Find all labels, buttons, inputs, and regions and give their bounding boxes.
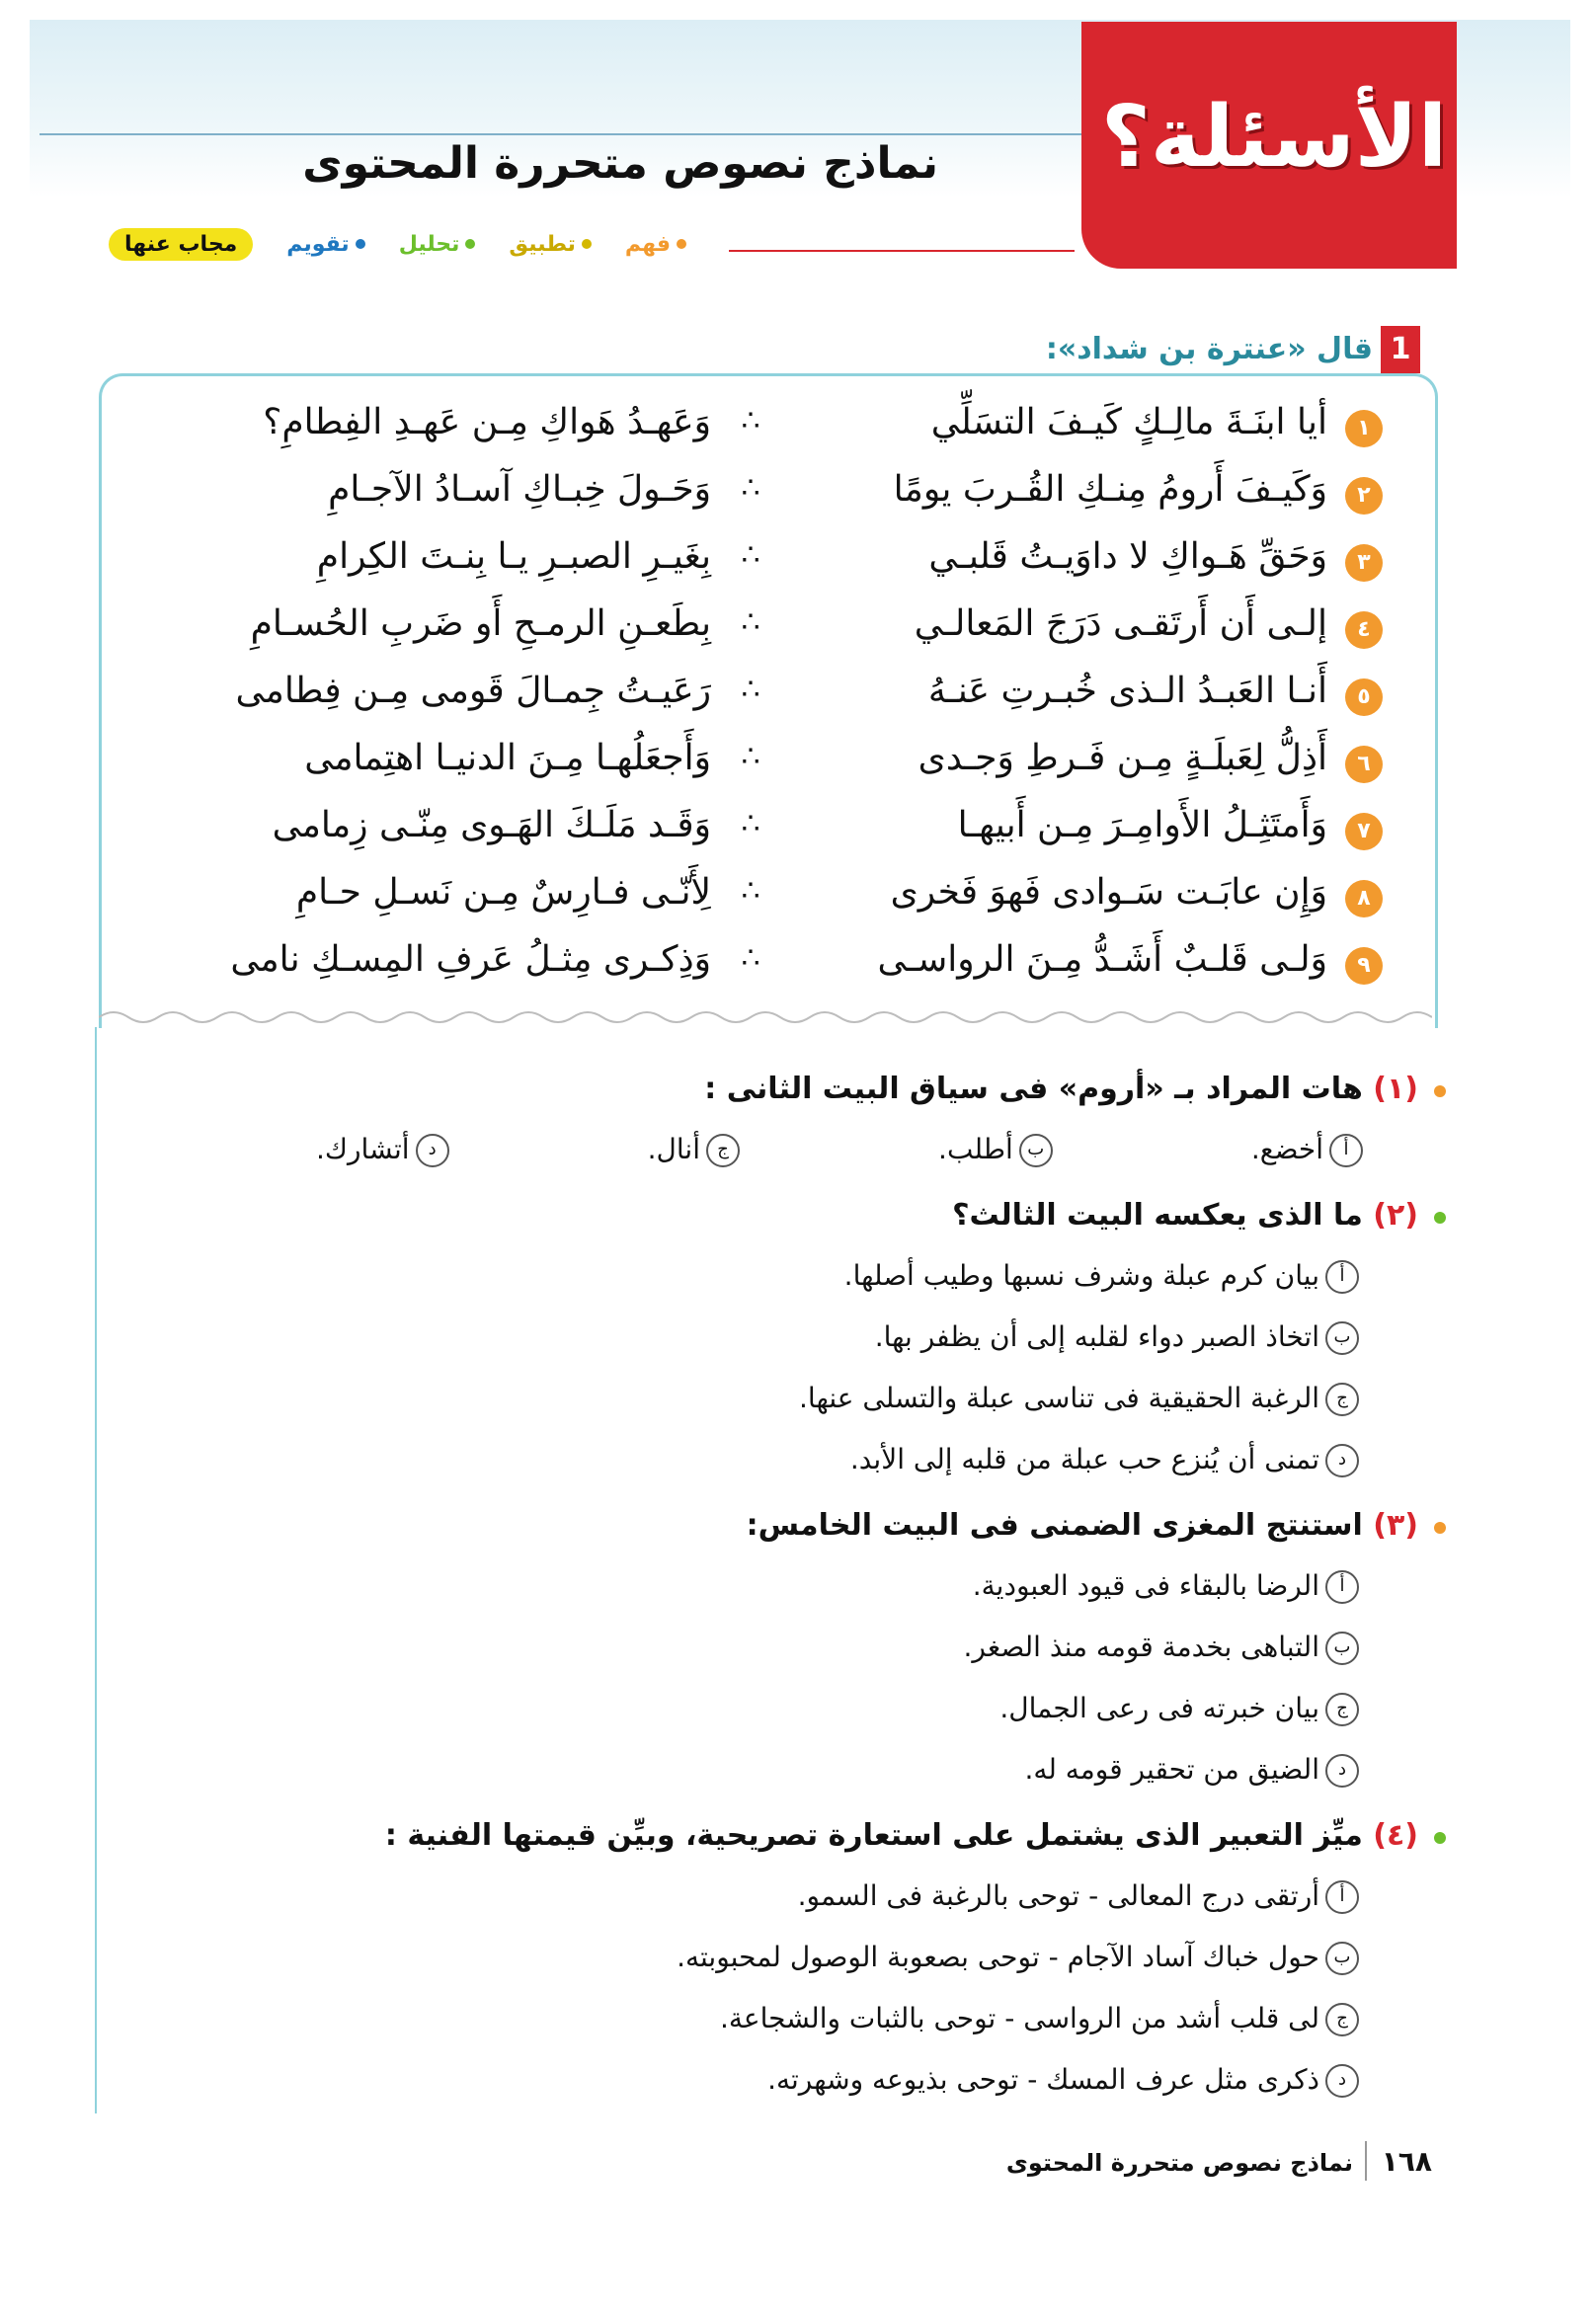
- question-bullet-icon: [1434, 1832, 1446, 1844]
- verse-number: ٣: [1345, 544, 1383, 582]
- option-letter-icon: ب: [1325, 1632, 1359, 1665]
- verse-second-hemistich: وَذِكـرى مِثـلُ عَرفِ المِسـكِ نامى: [230, 939, 711, 980]
- question-number: (٤): [1373, 1818, 1418, 1853]
- answer-option[interactable]: [273, 1443, 1359, 1477]
- option-text: بيان خبرته فى رعى الجمال.: [999, 1692, 1319, 1724]
- answer-option[interactable]: [273, 1382, 1359, 1416]
- question-prompt: ما الذى يعكسه البيت الثالث؟: [952, 1198, 1363, 1233]
- option-letter-icon: أ: [1329, 1134, 1363, 1167]
- verse-first-hemistich: وَإِن عابَـت سَـوادى فَهوَ فَخرى: [890, 872, 1327, 913]
- answer-option[interactable]: [273, 1259, 1359, 1294]
- answer-option[interactable]: [938, 1133, 1053, 1167]
- answer-option[interactable]: [273, 1753, 1359, 1788]
- verse-separator: ∴: [741, 605, 760, 640]
- options-row: [316, 1133, 1363, 1167]
- poem-verse: [138, 534, 1402, 594]
- option-text: أرتقى درج المعالى - توحى بالرغبة فى السمو.: [797, 1879, 1319, 1912]
- verse-separator: ∴: [741, 538, 760, 573]
- option-letter-icon: أ: [1325, 1570, 1359, 1604]
- verse-number: ٨: [1345, 880, 1383, 917]
- question-number: (٣): [1373, 1508, 1418, 1543]
- option-text: أتشارك.: [316, 1133, 410, 1165]
- option-text: الرغبة الحقيقية فى تناسى عبلة والتسلى عنها.: [799, 1382, 1319, 1414]
- option-text: اتخاذ الصبر دواء لقلبه إلى أن يظفر بها.: [874, 1320, 1319, 1353]
- option-text: ذكرى مثل عرف المسك - توحى بذيوعه وشهرته.: [767, 2063, 1319, 2096]
- verse-first-hemistich: أَذِلُّ لِعَبلَـةٍ مِـن فَـرطِ وَجـدى: [918, 738, 1327, 778]
- legend-dot-icon: [465, 239, 475, 249]
- answer-option[interactable]: [1251, 1133, 1363, 1167]
- margin-rule: [95, 1027, 97, 2113]
- verse-separator: ∴: [741, 874, 760, 909]
- option-letter-icon: ج: [1325, 1383, 1359, 1416]
- poem-verse: [138, 400, 1402, 459]
- poem-verse: [138, 736, 1402, 795]
- question-text: [184, 1198, 1418, 1233]
- option-letter-icon: ب: [1325, 1942, 1359, 1975]
- answer-option[interactable]: [273, 2063, 1359, 2098]
- verse-separator: ∴: [741, 471, 760, 506]
- answer-option[interactable]: [273, 1692, 1359, 1726]
- option-letter-icon: د: [1325, 1754, 1359, 1788]
- page-subtitle: نماذج نصوص متحررة المحتوى: [302, 138, 938, 189]
- question-text: [184, 1508, 1418, 1543]
- skill-legend: [109, 224, 686, 264]
- verse-number: ٦: [1345, 746, 1383, 783]
- footer-divider: [1365, 2141, 1367, 2181]
- legend-divider: [729, 250, 1075, 252]
- question-text: [184, 1818, 1418, 1853]
- option-text: تمنى أن يُنزع حب عبلة من قلبه إلى الأبد.: [849, 1443, 1319, 1475]
- question-intro: قال «عنترة بن شداد»:: [1045, 332, 1373, 366]
- verse-number: ٤: [1345, 611, 1383, 649]
- option-letter-icon: ج: [706, 1134, 740, 1167]
- footer-title: نماذج نصوص متحررة المحتوى: [1005, 2149, 1353, 2177]
- verse-first-hemistich: أيا ابنَـةَ مالِـكٍ كَيـفَ التسَلِّي: [930, 402, 1327, 442]
- verse-separator: ∴: [741, 673, 760, 707]
- verse-second-hemistich: بِطَعـنِ الرمـحِ أَو ضَربِ الحُسـامِ: [250, 603, 711, 644]
- verse-number: ٩: [1345, 947, 1383, 985]
- option-text: لى قلب أشد من الرواسى - توحى بالثبات والشجاعة.: [719, 2002, 1319, 2034]
- question-number: 1: [1381, 326, 1420, 373]
- answer-option[interactable]: [273, 1569, 1359, 1604]
- verse-first-hemistich: وَحَقِّ هَـواكِ لا داوَيـتُ قَلبـي: [928, 536, 1327, 577]
- verse-separator: ∴: [741, 740, 760, 774]
- poem-verse: [138, 870, 1402, 929]
- option-letter-icon: ج: [1325, 1693, 1359, 1726]
- verse-number: ٧: [1345, 813, 1383, 850]
- verse-first-hemistich: وَكَيـفَ أَرومُ مِنـكِ القُـربَ يومًا: [893, 469, 1327, 510]
- answer-option[interactable]: [316, 1133, 449, 1167]
- option-letter-icon: د: [416, 1134, 449, 1167]
- option-text: أطلب.: [938, 1133, 1013, 1165]
- answer-option[interactable]: [273, 1320, 1359, 1355]
- poem-verse: [138, 937, 1402, 996]
- verse-first-hemistich: أَنـا العَبـدُ الـذى خُبـرتِ عَنـهُ: [927, 671, 1327, 711]
- page-number: ١٦٨: [1381, 2145, 1432, 2178]
- legend-item-evaluate: تقويم: [286, 232, 364, 257]
- verse-separator: ∴: [741, 807, 760, 841]
- question-prompt: استنتج المغزى الضمنى فى البيت الخامس:: [746, 1508, 1363, 1543]
- option-letter-icon: أ: [1325, 1260, 1359, 1294]
- poem-verse: [138, 803, 1402, 862]
- verse-first-hemistich: وَلـى قَلـبٌ أَشَـدُّ مِـنَ الرواسـى: [877, 939, 1327, 980]
- verse-second-hemistich: وَقَـد مَلَـكَ الهَـوى مِنّـى زِمامى: [272, 805, 711, 845]
- option-letter-icon: د: [1325, 1444, 1359, 1477]
- verse-second-hemistich: وَأَجعَلُهـا مِـنَ الدنيـا اهتِمامى: [304, 738, 711, 778]
- answer-option[interactable]: [273, 1941, 1359, 1975]
- verse-second-hemistich: لِأَنّـى فـارِسٌ مِـن نَسـلِ حـامِ: [295, 872, 711, 913]
- wavy-divider: [99, 1005, 1432, 1029]
- question-number: (٢): [1373, 1198, 1418, 1233]
- legend-dot-icon: [582, 239, 592, 249]
- option-letter-icon: د: [1325, 2064, 1359, 2098]
- option-text: أخضع.: [1250, 1133, 1323, 1165]
- option-text: حول خباك آساد الآجام - توحى بصعوبة الوصول لمحبوبته.: [677, 1941, 1319, 1973]
- page-title: الأسئلة؟: [1100, 88, 1448, 187]
- verse-second-hemistich: رَعَيـتُ جِمـالَ قَومى مِـن فِطامى: [235, 671, 711, 711]
- answer-option[interactable]: [273, 1631, 1359, 1665]
- verse-number: ١: [1345, 410, 1383, 447]
- option-text: الضيق من تحقير قومه له.: [1024, 1753, 1319, 1786]
- option-text: الرضا بالبقاء فى قيود العبودية.: [972, 1569, 1319, 1602]
- question-bullet-icon: [1434, 1085, 1446, 1097]
- verse-first-hemistich: وَأَمتَثِـلُ الأَوامِـرَ مِـن أَبيهـا: [957, 805, 1327, 845]
- question-prompt: هات المراد بـ «أروم» فى سياق البيت الثانى :: [704, 1072, 1363, 1106]
- verse-number: ٢: [1345, 477, 1383, 515]
- option-text: التباهى بخدمة قومه منذ الصغر.: [963, 1631, 1319, 1663]
- header-divider: [40, 133, 1086, 135]
- question-prompt: ميِّز التعبير الذى يشتمل على استعارة تصريحية، وبيِّن قيمتها الفنية :: [384, 1818, 1363, 1853]
- option-letter-icon: أ: [1325, 1880, 1359, 1914]
- verse-second-hemistich: بِغَيـرِ الصبـرِ يـا بِنـتَ الكِرامِ: [316, 536, 711, 577]
- answer-option[interactable]: [648, 1133, 740, 1167]
- option-letter-icon: ب: [1019, 1134, 1053, 1167]
- legend-dot-icon: [356, 239, 365, 249]
- poem-verse: [138, 601, 1402, 661]
- option-text: بيان كرم عبلة وشرف نسبها وطيب أصلها.: [843, 1259, 1319, 1292]
- question-bullet-icon: [1434, 1522, 1446, 1534]
- option-letter-icon: ب: [1325, 1321, 1359, 1355]
- verse-number: ٥: [1345, 678, 1383, 716]
- option-text: أنال.: [647, 1133, 700, 1165]
- verse-first-hemistich: إلـى أَن أَرتَقـى دَرَجَ المَعالـي: [914, 603, 1327, 644]
- option-letter-icon: ج: [1325, 2003, 1359, 2036]
- question-text: [184, 1072, 1418, 1106]
- legend-item-apply: تطبيق: [509, 232, 591, 257]
- answer-option[interactable]: [273, 2002, 1359, 2036]
- legend-item-understand: فهم: [625, 232, 686, 257]
- verse-separator: ∴: [741, 941, 760, 976]
- poem-verse: [138, 467, 1402, 526]
- verse-second-hemistich: وَحَـولَ خِبـاكِ آسـادُ الآجـامِ: [328, 469, 711, 510]
- question-number: (١): [1373, 1072, 1418, 1106]
- legend-item-analyze: تحليل: [399, 232, 476, 257]
- answers-badge: مجاب عنها: [109, 228, 253, 261]
- verse-separator: ∴: [741, 404, 760, 438]
- poem-verse: [138, 669, 1402, 728]
- legend-dot-icon: [677, 239, 686, 249]
- verse-second-hemistich: وَعَهـدُ هَواكِ مِـن عَهـدِ الفِطامِ؟: [263, 402, 711, 442]
- question-bullet-icon: [1434, 1212, 1446, 1224]
- answer-option[interactable]: [273, 1879, 1359, 1914]
